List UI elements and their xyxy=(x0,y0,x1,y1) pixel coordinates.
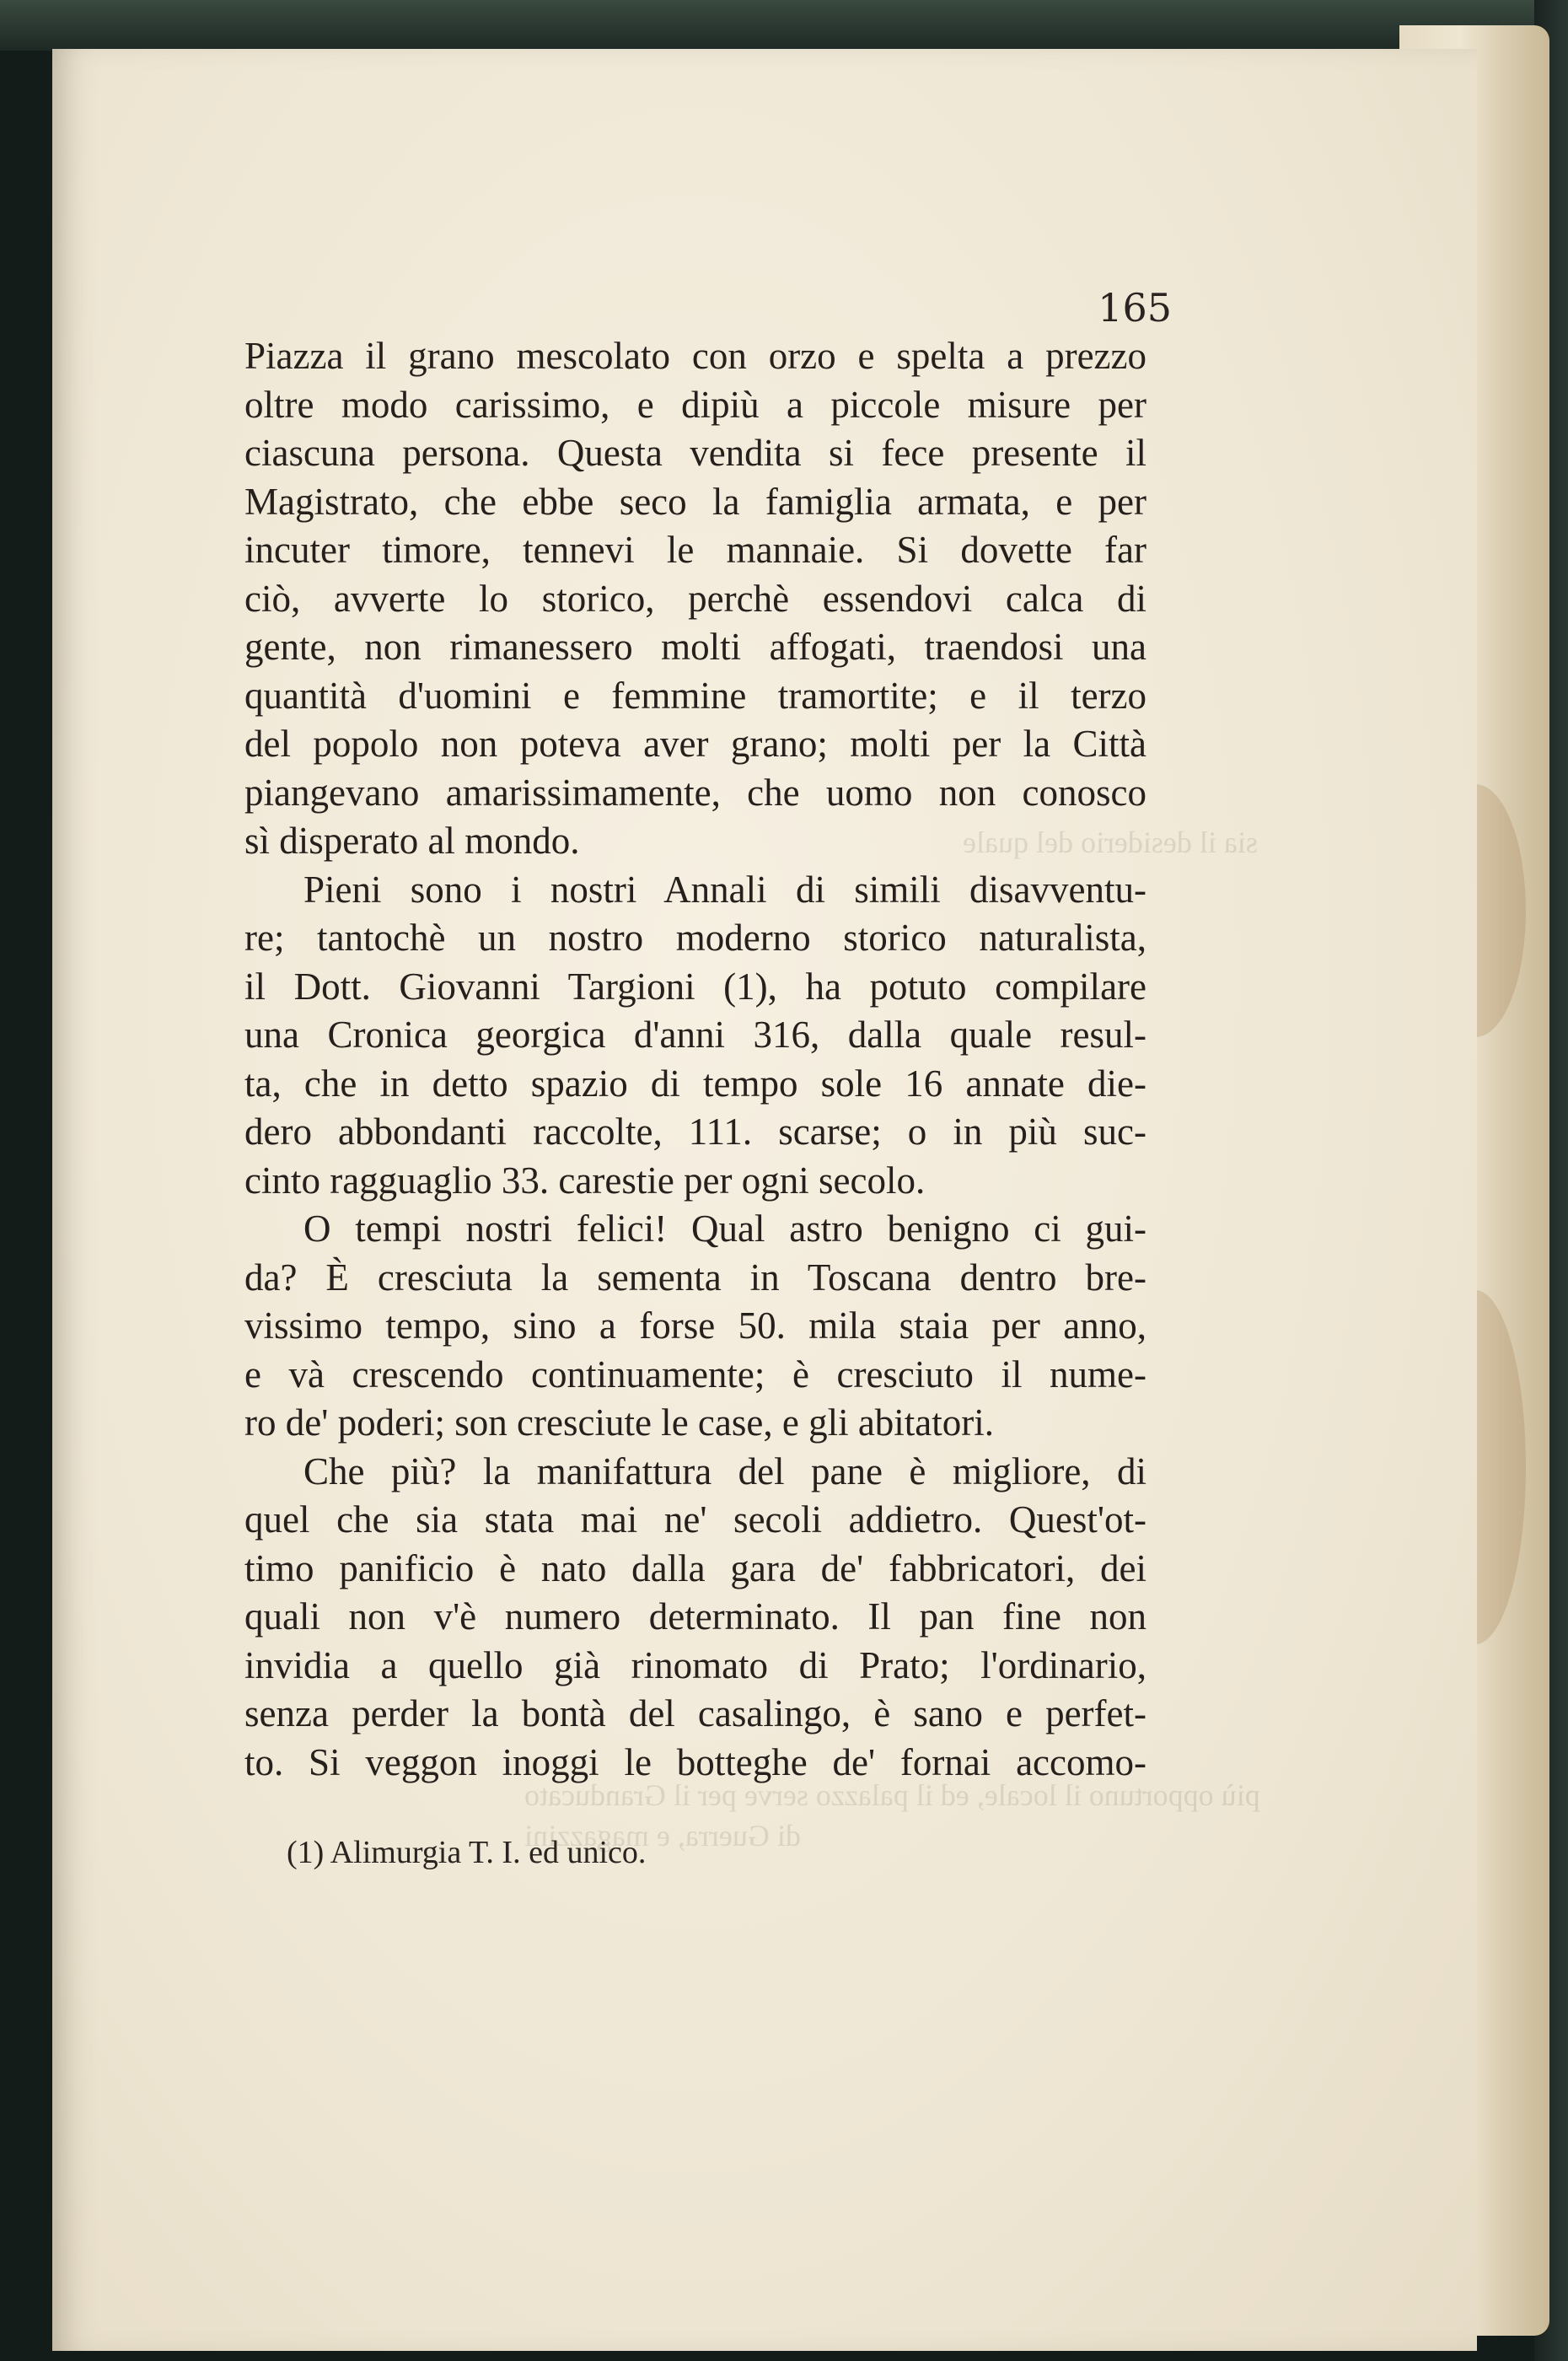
text-line: ro de' poderi; son cresciute le case, e gli abitatori. xyxy=(244,1401,995,1444)
text-line: dero abbondanti raccolte, 111. scarse; o in più suc- xyxy=(244,1111,1146,1153)
text-line: e và crescendo continuamente; è cresciuto il nume- xyxy=(244,1353,1146,1396)
text-line: ta, che in detto spazio di tempo sole 16 annate die- xyxy=(244,1062,1146,1105)
footnote: (1) Alimurgia T. I. ed unico. xyxy=(287,1835,647,1870)
text-line: da? È cresciuta la sementa in Toscana dentro bre- xyxy=(244,1256,1146,1299)
paragraph xyxy=(244,866,1146,1206)
text-line: oltre modo carissimo, e dipiù a piccole misure per xyxy=(244,383,1146,426)
text-line: timo panificio è nato dalla gara de' fabbricatori, dei xyxy=(244,1546,1146,1589)
text-line: il Dott. Giovanni Targioni (1), ha potuto compilare xyxy=(244,965,1146,1008)
text-line: cinto ragguaglio 33. carestie per ogni secolo. xyxy=(244,1159,926,1202)
paragraph xyxy=(244,332,1146,866)
text-line: una Cronica georgica d'anni 316, dalla quale resul- xyxy=(244,1014,1146,1056)
book-cover-top xyxy=(0,0,1568,51)
text-line: del popolo non poteva aver grano; molti per la Città xyxy=(244,723,1146,765)
text-line: invidia a quello già rinomato di Prato; l'ordinario, xyxy=(244,1643,1146,1686)
text-line: vissimo tempo, sino a forse 50. mila staia per anno, xyxy=(244,1304,1146,1347)
text-line: incuter timore, tennevi le mannaie. Si dovette far xyxy=(244,529,1146,571)
text-line: O tempi nostri felici! Qual astro benigno ci gui- xyxy=(303,1207,1146,1250)
body-text xyxy=(244,332,1146,1787)
text-line: quel che sia stata mai ne' secoli addietro. Quest'ot- xyxy=(244,1498,1146,1541)
text-line: ciò, avverte lo storico, perchè essendovi calca di xyxy=(244,577,1146,620)
text-line: senza perder la bontà del casalingo, è sano e perfet- xyxy=(244,1692,1146,1734)
text-line: to. Si veggon inoggi le botteghe de' fornai accomo- xyxy=(244,1740,1146,1783)
text-line: Pieni sono i nostri Annali di simili disavventu- xyxy=(303,868,1146,911)
show-through-text: più opportuno il locale, ed il palazzo serve per il Granducato xyxy=(524,1778,1260,1812)
show-through-text: sia il desiderio del quale xyxy=(963,826,1258,859)
text-line: Piazza il grano mescolato con orzo e spelta a prezzo xyxy=(244,335,1146,377)
paragraph xyxy=(244,1448,1146,1788)
show-through-text: di Guerra, e magazzini xyxy=(524,1819,801,1853)
page-number: 165 xyxy=(1098,285,1172,331)
text-line: quali non v'è numero determinato. Il pan fine non xyxy=(244,1595,1146,1638)
text-line: sì disperato al mondo. xyxy=(244,820,580,862)
text-line: gente, non rimanessero molti affogati, traendosi una xyxy=(244,626,1146,668)
text-line: piangevano amarissimamente, che uomo non conosco xyxy=(244,771,1146,814)
text-line: ciascuna persona. Questa vendita si fece presente il xyxy=(244,432,1146,474)
paragraph xyxy=(244,1205,1146,1448)
text-line: quantità d'uomini e femmine tramortite; e il terzo xyxy=(244,674,1146,717)
text-line: Che più? la manifattura del pane è migliore, di xyxy=(303,1449,1146,1492)
text-line: Magistrato, che ebbe seco la famiglia armata, e per xyxy=(244,480,1146,523)
text-line: re; tantochè un nostro moderno storico naturalista, xyxy=(244,917,1146,959)
